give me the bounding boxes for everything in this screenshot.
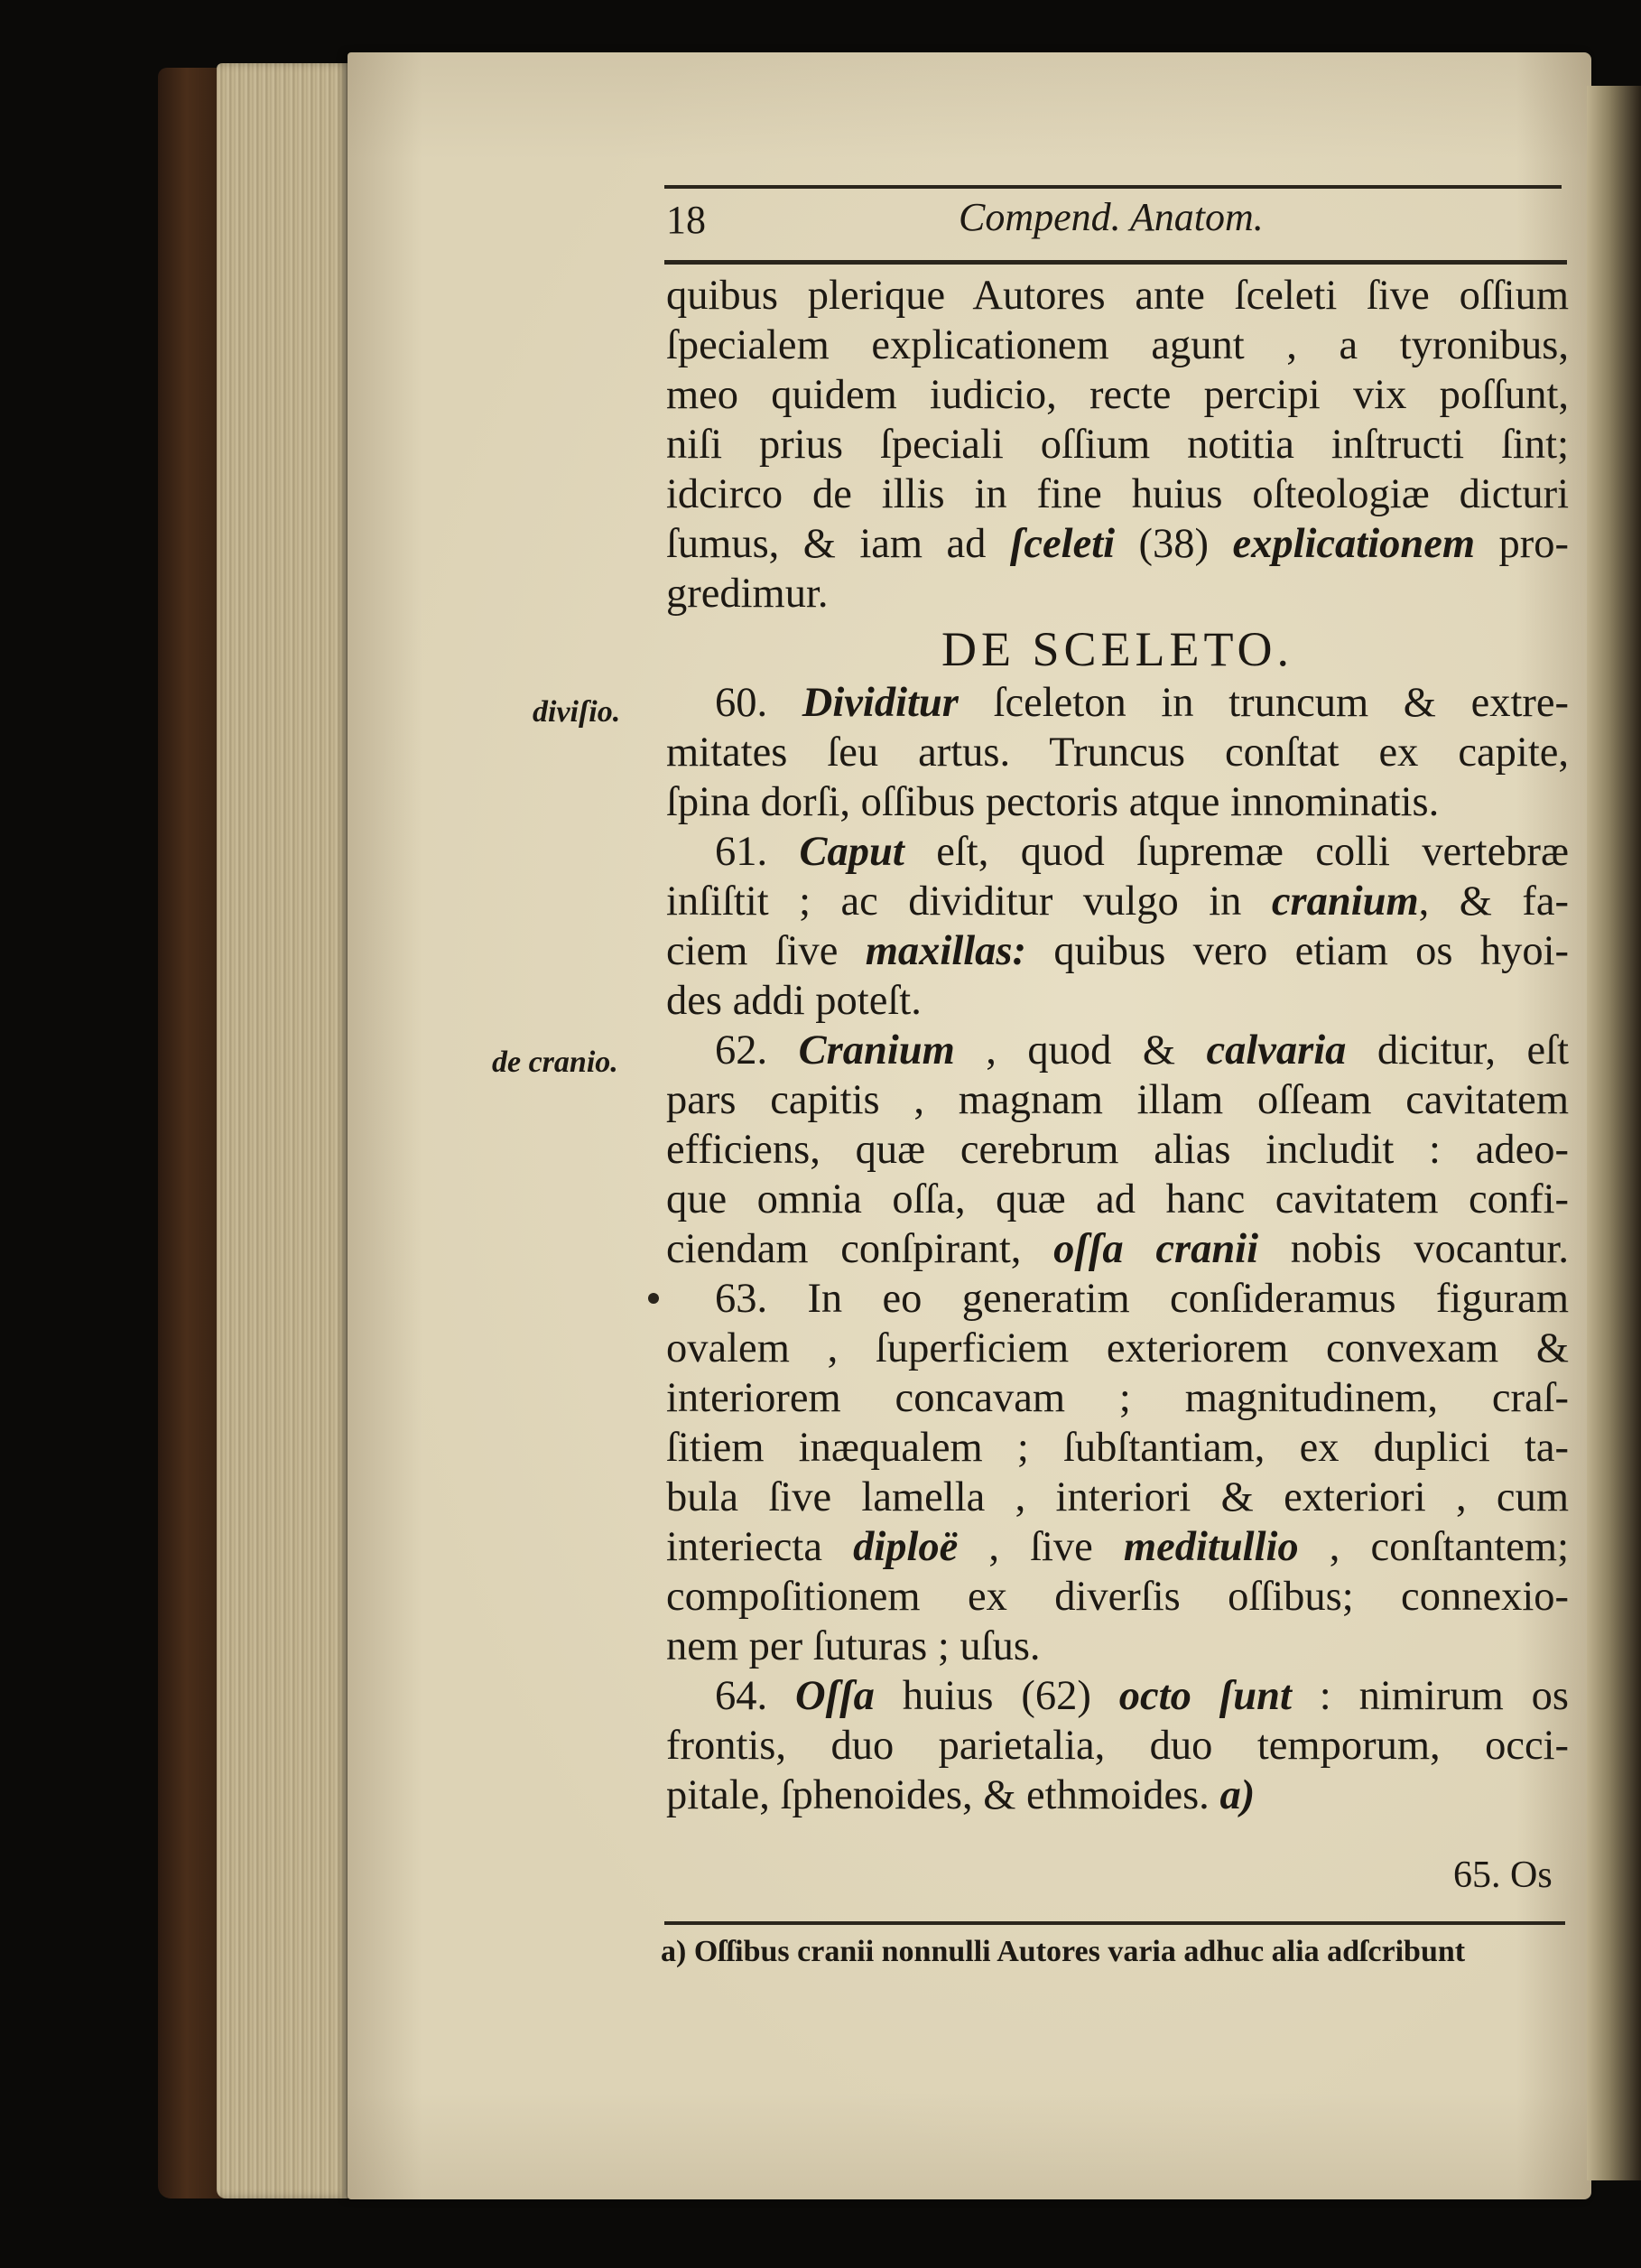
text-line: inſiſtit ; ac dividitur vulgo in cranium, & fa- [666,878,1569,925]
catchword: 65. Os [1453,1854,1553,1896]
text-line: pars capitis , magnam illam oſſeam cavitatem [666,1077,1569,1123]
paragraph-61: 61. Caput eſt, quod ſupremæ colli vertebræ [715,829,1569,875]
margin-note-divisio: diviſio. [533,695,621,729]
text-line: niſi prius ſpeciali oſſium notitia inſtructi ſint; [666,422,1569,468]
ink-dot [648,1293,659,1304]
text-line: interiecta diploë , ſive meditullio , conſtantem; [666,1524,1570,1570]
text-line: ſitiem inæqualem ; ſubſtantiam, ex duplici ta- [666,1425,1569,1471]
header-rule-bottom [664,260,1567,265]
text-line: compoſitionem ex diverſis oſſibus; connexio- [666,1574,1569,1620]
paragraph-63: 63. In eo generatim conſideramus figuram [715,1276,1569,1322]
text-line: interiorem concavam ; magnitudinem, craſ- [666,1375,1569,1421]
text-line: frontis, duo parietalia, duo temporum, occi- [666,1723,1569,1769]
text-line: mitates ſeu artus. Truncus conſtat ex capite, [666,730,1569,776]
page-number: 18 [666,198,706,242]
right-page-edge [1587,86,1641,2180]
text-line: nem per ſuturas ; uſus. [666,1623,1041,1669]
text-line: gredimur. [666,571,829,617]
paragraph-64: 64. Oſſa huius (62) octo ſunt : nimirum os [715,1673,1569,1719]
margin-note-de-cranio: de cranio. [492,1046,618,1079]
section-heading: DE SCELETO. [941,622,1293,676]
text-line: pitale, ſphenoides, & ethmoides. a) [666,1772,1256,1818]
text-line: efficiens, quæ cerebrum alias includit : adeo- [666,1127,1569,1173]
text-line: ſumus, & iam ad ſceleti (38) explicationem pro- [666,521,1569,567]
text-line: quibus plerique Autores ante ſceleti ſive oſſium [666,273,1569,319]
text-line: meo quidem iudicio, recte percipi vix poſſunt, [666,372,1569,418]
paragraph-62: 62. Cranium , quod & calvaria dicitur, eſt [715,1027,1570,1074]
text-line: que omnia oſſa, quæ ad hanc cavitatem confi- [666,1176,1569,1222]
running-head: Compend. Anatom. [959,195,1264,239]
text-line: des addi poteſt. [666,978,922,1024]
text-line: ciendam conſpirant, oſſa cranii nobis vocantur. [666,1226,1569,1272]
text-line: ciem ſive maxillas: quibus vero etiam os hyoi- [666,928,1569,974]
text-line: ovalem , ſuperficiem exteriorem convexam & [666,1325,1569,1371]
text-line: ſpina dorſi, oſſibus pectoris atque innominatis. [666,779,1440,825]
footnote: a) Oſſibus cranii nonnulli Autores varia adhuc alia adſcribunt [661,1935,1466,1968]
text-line: ſpecialem explicationem agunt , a tyronibus, [666,322,1569,368]
page-edges [217,63,352,2198]
footnote-rule [664,1921,1565,1925]
text-line: idcirco de illis in fine huius oſteologiæ dicturi [666,471,1569,517]
header-rule-top [664,185,1562,189]
main-text [666,271,1569,1820]
paragraph-60: 60. Dividitur ſceleton in truncum & extre- [715,680,1569,726]
text-line: bula ſive lamella , interiori & exteriori , cum [666,1474,1569,1520]
